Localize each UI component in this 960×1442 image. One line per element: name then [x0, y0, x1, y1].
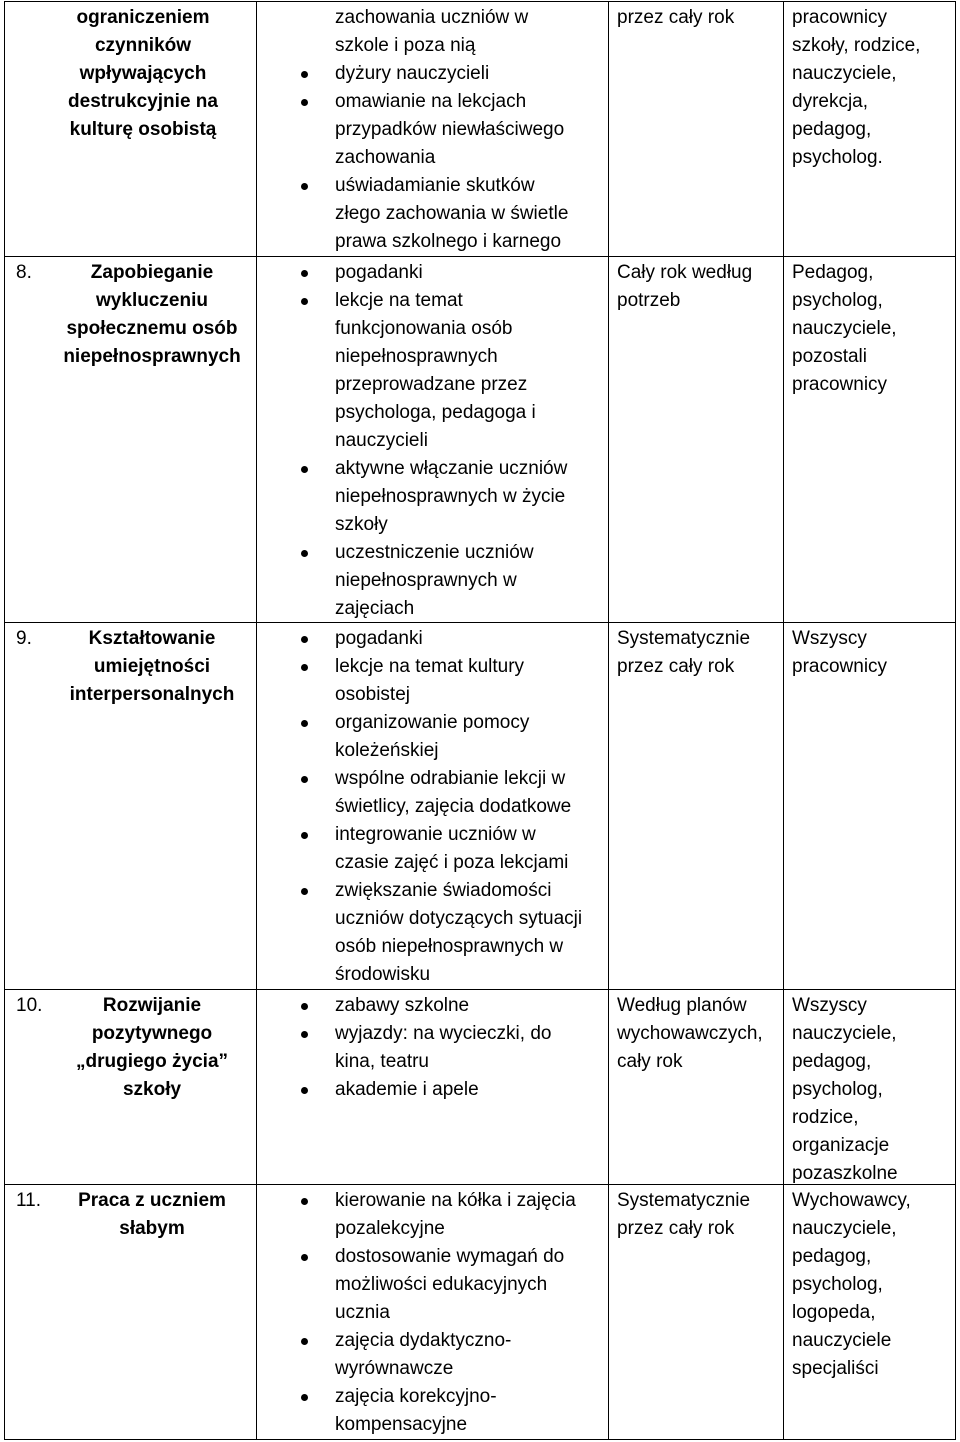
bullet-icon	[301, 888, 308, 895]
bullet-icon	[301, 71, 308, 78]
action-item: zajęcia dydaktyczno- wyrównawcze	[335, 1330, 512, 1379]
action-item: pogadanki	[335, 262, 423, 283]
action-item: integrowanie uczniów w czasie zajęć i poza lekcjami	[335, 824, 569, 873]
action-item: zabawy szkolne	[335, 995, 470, 1016]
action-item: lekcje na temat kultury osobistej	[335, 656, 525, 705]
table-border-right	[955, 1, 956, 1439]
action-item: zajęcia korekcyjno- kompensacyjne	[335, 1386, 497, 1435]
action-item: pogadanki	[335, 628, 423, 649]
bullet-icon	[301, 1003, 308, 1010]
table-border-bottom	[4, 1439, 956, 1440]
bullet-icon	[301, 1087, 308, 1094]
bullet-icon	[301, 636, 308, 643]
bullet-icon	[301, 776, 308, 783]
row-divider-8	[4, 256, 956, 257]
row-number: 9.	[16, 628, 32, 649]
action-item: omawianie na lekcjach przypadków niewłaściwego zachowania	[335, 91, 565, 168]
row-title: Rozwijanie pozytywnego „drugiego życia” szkoły	[75, 995, 229, 1100]
action-item: zwiększanie świadomości uczniów dotyczących sytuacji osób niepełnosprawnych w środowisku	[335, 880, 583, 985]
bullet-icon	[301, 832, 308, 839]
action-item: akademie i apele	[335, 1079, 479, 1100]
action-item: uczestniczenie uczniów niepełnosprawnych w zajęciach	[335, 542, 534, 619]
table-column-divider-1	[256, 1, 257, 1439]
bullet-icon	[301, 99, 308, 106]
action-item: zachowania uczniów w szkole i poza nią	[335, 7, 529, 56]
bullet-icon	[301, 664, 308, 671]
row-number: 8.	[16, 262, 32, 283]
row-title: Zapobieganie wykluczeniu społecznemu osób niepełnosprawnych	[63, 262, 241, 367]
action-item: wyjazdy: na wycieczki, do kina, teatru	[335, 1023, 552, 1072]
row-term: Systematycznie przez cały rok	[617, 1190, 751, 1239]
action-item: uświadamianie skutków złego zachowania w świetle prawa szkolnego i karnego	[335, 175, 569, 252]
row-term: Systematycznie przez cały rok	[617, 628, 751, 677]
bullet-icon	[301, 298, 308, 305]
action-item: dyżury nauczycieli	[335, 63, 490, 84]
row-responsible: Wszyscy pracownicy	[792, 628, 888, 677]
bullet-icon	[301, 550, 308, 557]
row-term: Według planów wychowawczych, cały rok	[617, 995, 763, 1072]
row-responsible: Wszyscy nauczyciele, pedagog, psycholog, rodzice, organizacje pozaszkolne	[792, 995, 898, 1184]
bullet-icon	[301, 720, 308, 727]
bullet-icon	[301, 1338, 308, 1345]
bullet-icon	[301, 183, 308, 190]
row-responsible: Wychowawcy, nauczyciele, pedagog, psycholog, logopeda, nauczyciele specjaliści	[792, 1190, 911, 1379]
action-item: lekcje na temat funkcjonowania osób niepełnosprawnych przeprowadzane przez psychologa, pedagoga i nauczycieli	[335, 290, 536, 451]
bullet-icon	[301, 1198, 308, 1205]
bullet-icon	[301, 466, 308, 473]
bullet-icon	[301, 1031, 308, 1038]
bullet-icon	[301, 1254, 308, 1261]
action-item: aktywne włączanie uczniów niepełnosprawnych w życie szkoły	[335, 458, 568, 535]
row-title: Praca z uczniem słabym	[78, 1190, 226, 1239]
table-border-top	[4, 1, 956, 2]
row-responsible: Pedagog, psycholog, nauczyciele, pozostali pracownicy	[792, 262, 897, 395]
row-term: Cały rok według potrzeb	[617, 262, 753, 311]
table-column-divider-3	[783, 1, 784, 1439]
action-item: kierowanie na kółka i zajęcia pozalekcyjne	[335, 1190, 576, 1239]
table-border-left	[4, 1, 5, 1439]
bullet-icon	[301, 270, 308, 277]
row-divider-10	[4, 989, 956, 990]
action-item: dostosowanie wymagań do możliwości edukacyjnych ucznia	[335, 1246, 565, 1323]
row-responsible: pracownicy szkoły, rodzice, nauczyciele, dyrekcja, pedagog, psycholog.	[792, 7, 921, 168]
bullet-icon	[301, 1394, 308, 1401]
action-item: organizowanie pomocy koleżeńskiej	[335, 712, 530, 761]
row-number: 11.	[16, 1190, 42, 1211]
row-title: ograniczeniem czynników wpływających destrukcyjnie na kulturę osobistą	[68, 7, 218, 140]
row-term: przez cały rok	[617, 7, 735, 28]
action-item: wspólne odrabianie lekcji w świetlicy, zajęcia dodatkowe	[335, 768, 572, 817]
row-number: 10.	[16, 995, 43, 1016]
row-title: Kształtowanie umiejętności interpersonalnych	[69, 628, 235, 705]
